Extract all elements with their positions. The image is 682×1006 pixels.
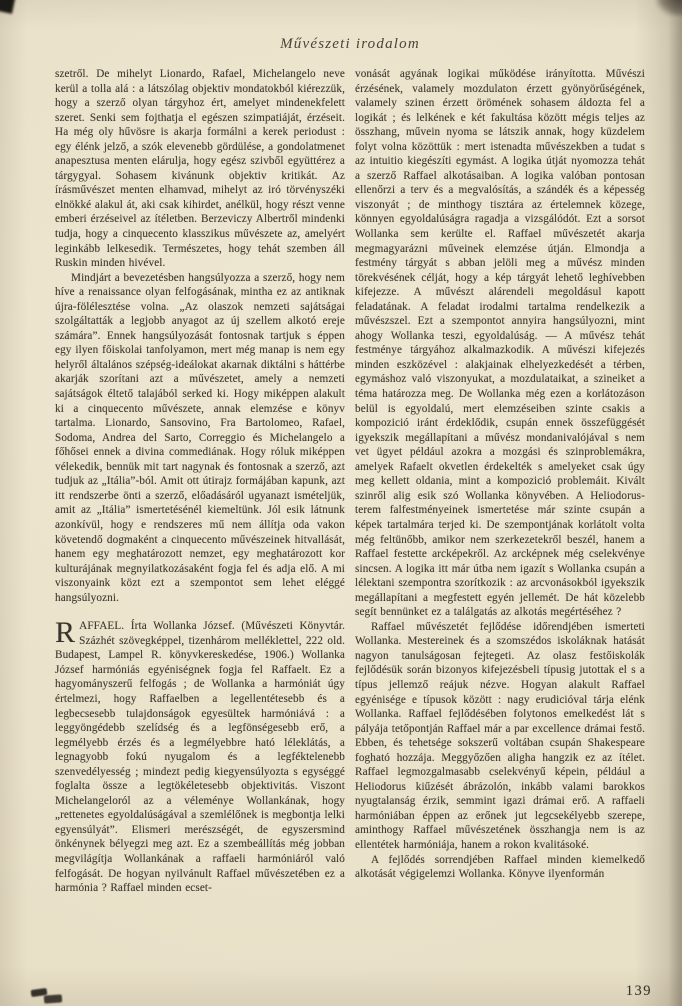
dropcap-initial: R	[55, 616, 76, 650]
left-column	[55, 67, 345, 896]
paragraph-continuation: szetről. De mihelyt Lionardo, Rafael, Michelangelo neve kerül a tolla alá : a látszólag objektiv mondatokból kiérezzük, hogy a szerző olyan tárgyhoz ért, amelyet mindenekfelett szeret. Senki sem fojthatja el egészen szimpatiáját, érzéseit. Ha még oly hűvösre is akarja formálni a kerek periodust : egy élénk jelző, a szók elevenebb gördülése, a gondolatmenet anapesztusa menten elárulja, hogy egész szivből együttérez a tárgygyal. Sohasem kivánunk objektiv kritikát. Az írásművészet menten elhamvad, mihelyt az iró törvényszéki elnökké alakul át, aki csak kihirdet, anélkül, hogy részt venne emberi érzéseivel az ítéletben. Berzeviczy Albertről mindenki tudja, hogy a cinquecento klasszikus művészete az, amelyért leginkább lelkesedik. Természetes, hogy tehát szemben áll Ruskin minden hivével.	[55, 68, 345, 270]
paragraph: A fejlődés sorrendjében Raffael minden kiemelkedő alkotását végigelemzi Wollanka. Könyve ilyenformán	[355, 853, 645, 881]
scan-artifact-blot-bottom-left	[31, 988, 48, 997]
scan-artifact-corner-top-left	[0, 0, 16, 14]
running-head-title: Művészeti irodalom	[280, 36, 420, 52]
paragraph-continuation: vonását agyának logikai működése irányította. Művészi érzésének, valamely mozdulaton érzett gyönyörűségének, valamely szinen érzett örömének sohasem áldozta fel a logikát ; és lelkének e két fakultása között mégis teljes az összhang, művein nyoma se látszik annak, hogy küzdelem folyt volna közöttük : mert istenadta művészekben a tudat s az intuitio kiegészíti egymást. A logika útját nyomozza tehát a szerző Raffael alkotásaiban. A logika valóban pontosan ellenőrzi a terv és a megvalósítás, a szándék és a képesség viszonyát ; de minthogy tisztára az értelemnek közege, könnyen egyoldalúságra ragadja a vizsgálódót. Ezt a sorsot Wollanka sem kerülte el. Raffael művészetét akarja megmagyarázni műveinek elemzése útján. Elmondja a festmény tárgyát s abban jelöli meg a művész minden törekvésének célját, hogy a kép tárgyát lehető leghívebben kifejezze. A művészt alárendeli megoldásul kapott feladatának. A feladat irodalmi tartalma rendelkezik a művészszel. Ezt a szempontot annyira hangsúlyozni, mint ahogy Wollanka teszi, egyoldalúság. — A művész tehát festménye tárgyához alkalmazkodik. A művészi kifejezés minden eszközével : alakjainak elhelyezkedését a térben, egymáshoz való viszonyukat, a mozdulataikat, a szineiket a téma határozza meg. De Wollanka még ezen a korlátozáson belül is egyoldalú, mert elemzéseiben szinte csakis a kompozició iránt érdeklődik, csupán ennek összefüggését igyekszik megállapítani a művész mondanivalójával s nem vet ügyet például azokra a mozgási és szinproblemákra, amelyek Rafaelt okvetlen érdekelték s amelyeket csak úgy meg kellett oldania, mint a kompozició problemáit. Kivált szinről alig esik szó Wollanka könyvében. A Heliodorus-terem falfestményeinek ismertetése már szinte csupán a képek tartalmára terjed ki. De szempontjának korlátolt volta még feltünőbb, amikor nem szerkezetekről beszél, hanem a Raffael festette arcképekről. Az arcképnek még cselekvénye sincsen. A logika itt már útba nem igazít s Wollanka csupán a lélektani szempontra szorítkozik : az arcvonásokból igyekszik megállapítani a megfestett egyén jellemét. De hát közelebb segít bennünket ez a találgatás az alkotás megértéséhez ?	[355, 68, 645, 619]
scan-artifact-corner-top-right	[656, 0, 682, 16]
paragraph: Mindjárt a bevezetésben hangsúlyozza a szerző, hogy nem híve a renaissance olyan felfogásának, mintha ez az antiknak újra-fölélesztése volna. „Az olaszok nemzeti sajátságai szolgáltatták a legjobb anyagot az új szellem alkotó ereje számára”. Ennek hangsúlyozását fontosnak tartjuk s éppen egy ilyen főiskolai tanfolyamon, mert még manap is nem egy helyről általános szépség-ideálokat akarnak diktálni s háttérbe akarják szorítani azt a művészetet, amely a nemzeti sajátságok éltető talajából serked ki. Hogy miképpen alakult ki a cinquecento művészete, annak elemzése e könyv tartalma. Lionardo, Sansovino, Fra Bartolomeo, Rafael, Sodoma, Andrea del Sarto, Correggio és Michelangelo a főhősei ennek a divina commediának. Hogy róluk miképpen vélekedik, bennük mit tart nagynak és fontosnak a szerző, azt tudjuk az „Itália”-ból. Amit ott útirajz formájában kapunk, azt itt rendszerbe önti a szerző, előadásáról ugyanazt ismételjük, amit az „Itália” ismertetésénél kiemeltünk. Jól esik látnunk azonkívül, hogy e rendszeres mű nem állítja oda vakon követendő dogmaként a cinquecento művészeinek hitvallását, hanem egy meghatározott nemzet, egy meghatározott kor kulturájának megnyilatkozásaként fogja fel és adja elő. A mi viszonyaink közt ezt a szempontot sem lehet eléggé hangsúlyozni.	[55, 271, 345, 604]
paragraph-text: AFFAEL. Írta Wollanka József. (Művészeti Könyvtár. Százhét szövegképpel, tizenhárom melléklettel, 222 old. Budapest, Lampel R. könyvkereskedése, 1906.) Wollanka József harmóniás egyéniségnek fogja fel Raffaelt. Ez a hagyományszerű felfogás ; de Wollanka a harmóniát úgy értelmezi, hogy Raffaelben a legellentétesebb és a legbecsesebb tulajdonságok egyesültek harmóniává : a leggyöngédebb szelídség és a legfönségesebb erő, a legmélyebb érzés és a legmélyebbre ható léleklátás, a legnagyobb fokú nyugalom és a legféktelenebb szenvedélyesség ; mindezt pedig kiegyensúlyozta s egységgé foglalta össze a legtökéletesebb objektivitás. Viszont Michelangeloról az a véleménye Wollankának, hogy „rettenetes egyoldalúságával a szemlélőnek is megbontja lelki egyensúlyát”. Elismeri merészségét, de egyszersmind önkénynek bélyegzi meg azt. Ez a szembeállítás még jobban megvilágítja Wollankának a raffaeli harmóniáról való felfogását. De hogyan nyilvánult Raffael művészetében ez a harmónia ? Raffael minden ecset-	[55, 620, 345, 895]
page-number: 139	[625, 983, 652, 999]
scan-artifact-blot-bottom-left	[44, 994, 63, 1003]
paragraph: Raffael művészetét fejlődése időrendjében ismerteti Wollanka. Mestereinek és a szomszédos iskoláknak hatását nagyon tanulságosan fejtegeti. Az olasz festőiskolák fejlődésük során bizonyos kifejezésbeli típusig jutottak el s a típus jellemző reájuk nézve. Hogyan alakult Raffael egyénisége e típusok között : nagy erudicióval tárja elénk Wollanka. Raffael fejlődésében folytonos emelkedést lát s pályája tetőpontján Raffael már a par excellence drámai festő. Ebben, és tehetsége sokszerű voltában csupán Shakespeare fogható hozzája. Meggyőzően aligha hangzik ez az ítélet. Raffael legmozgalmasabb cselekvényű képein, például a Heliodorus kiűzését ábrázolón, inkább valami barokkos nyugtalanság érzik, semmint igazi drámai erő. A raffaeli harmóniában éppen az erőnek jut legcsekélyebb szerepe, aminthogy Raffael művészetének összhangja nem is az ellentétek harmóniája, hanem a rokon kvalitásoké.	[355, 620, 645, 851]
text-columns	[55, 67, 646, 896]
book-review-entry	[55, 616, 345, 895]
right-column	[355, 67, 645, 896]
page-edge-shadow	[668, 0, 682, 1006]
